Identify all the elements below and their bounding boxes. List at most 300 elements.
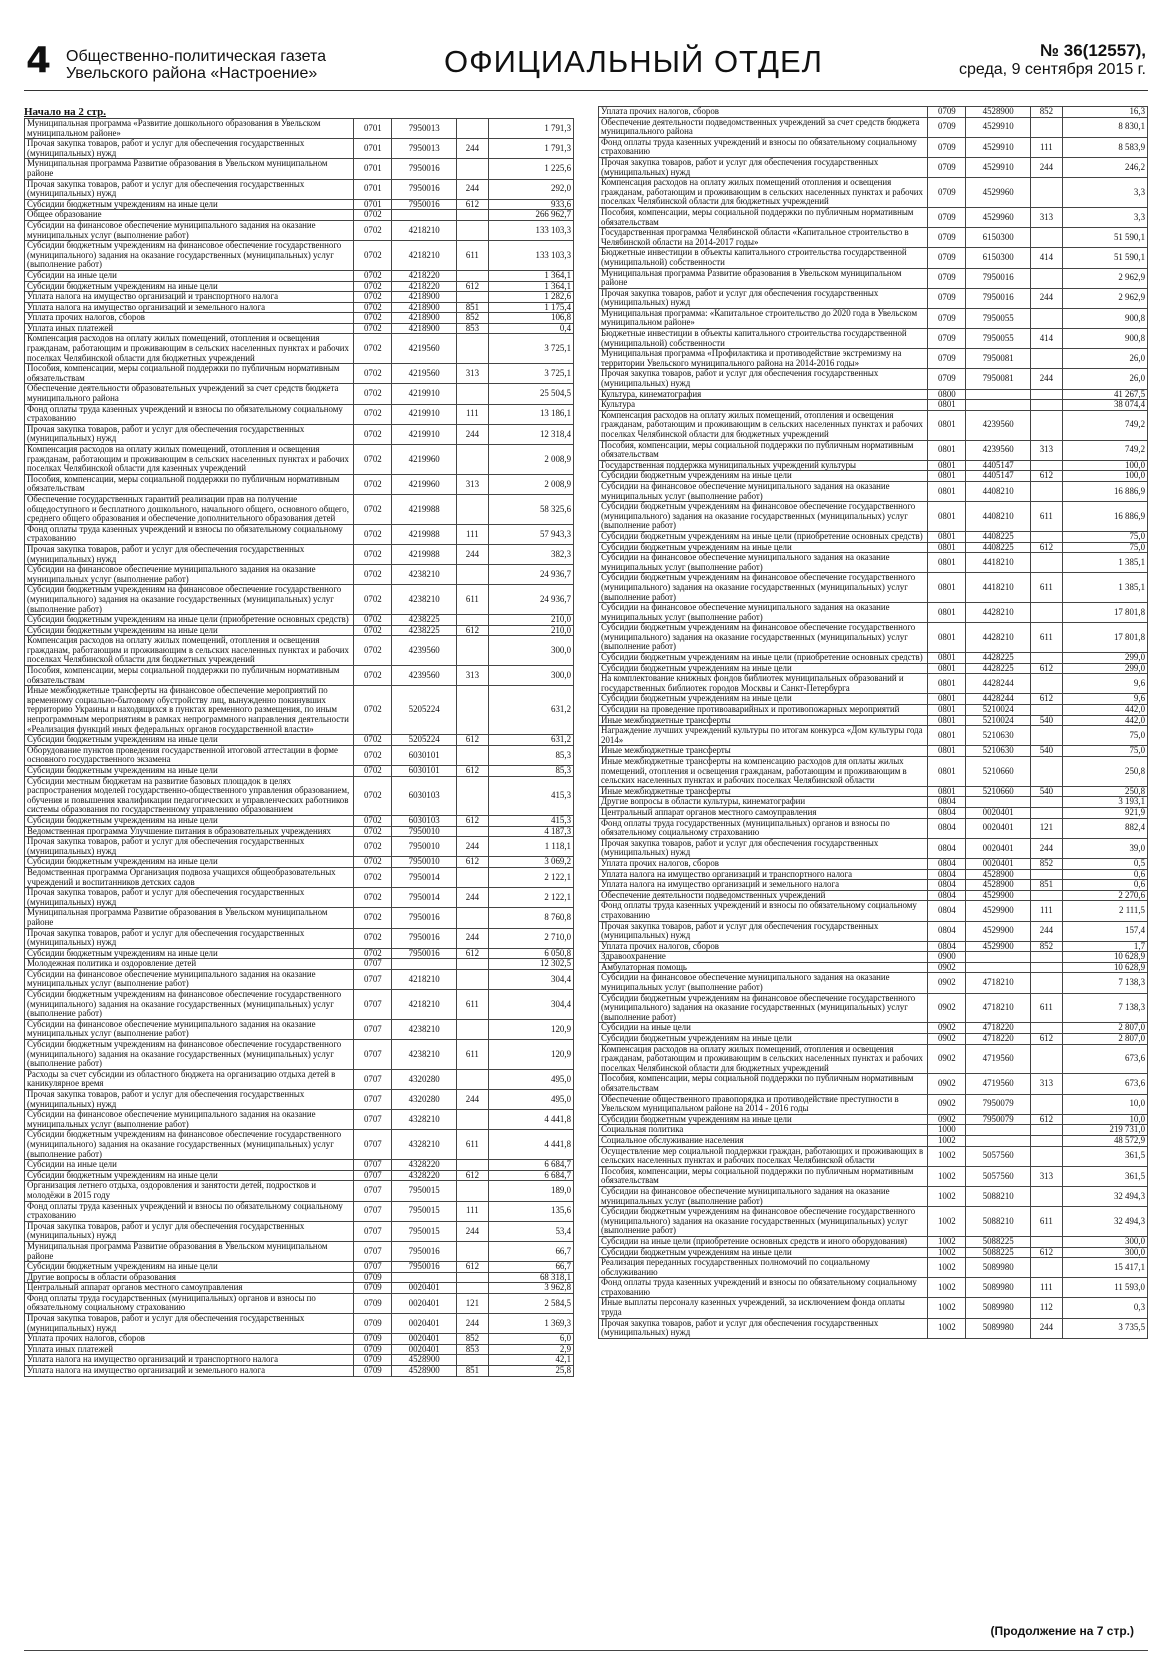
amount-cell: 3 193,1	[1062, 797, 1147, 808]
target-code-cell: 4218900	[392, 302, 457, 313]
section-code-cell: 0801	[928, 553, 966, 573]
expense-type-cell: 111	[456, 404, 488, 424]
target-code-cell: 4529910	[966, 137, 1031, 157]
target-code-cell: 4328210	[392, 1110, 457, 1130]
target-code-cell: 4218210	[392, 969, 457, 989]
expense-type-cell: 612	[456, 1170, 488, 1181]
table-row	[599, 157, 1148, 177]
expense-type-cell: 611	[456, 1040, 488, 1070]
section-code-cell: 0709	[928, 308, 966, 328]
item-name-cell: Уплата налога на имущество организаций и земельного налога	[599, 880, 928, 891]
expense-type-cell: 612	[456, 815, 488, 826]
table-row	[599, 746, 1148, 757]
target-code-cell: 4218900	[392, 292, 457, 303]
table-row	[25, 1181, 574, 1201]
amount-cell: 12 302,5	[488, 959, 573, 970]
amount-cell: 17 801,8	[1062, 603, 1147, 623]
item-name-cell: Субсидии на проведение противоаварийных и противопожарных мероприятий	[599, 705, 928, 716]
amount-cell: 10 628,9	[1062, 952, 1147, 963]
target-code-cell: 7950010	[392, 857, 457, 868]
expense-type-cell	[456, 636, 488, 666]
expense-type-cell: 852	[1030, 941, 1062, 952]
newspaper-page	[24, 38, 1148, 1658]
target-code-cell: 4320280	[392, 1090, 457, 1110]
table-row	[599, 952, 1148, 963]
amount-cell: 1 385,1	[1062, 573, 1147, 603]
item-name-cell: Обеспечение деятельности подведомственных учреждений за счет средств бюджета муниципального района	[599, 117, 928, 137]
table-row	[599, 623, 1148, 653]
amount-cell: 442,0	[1062, 705, 1147, 716]
item-name-cell: Муниципальная программа Развитие образования в Увельском муниципальном районе	[25, 908, 354, 928]
item-name-cell: Фонд оплаты труда казенных учреждений и взносы по обязательному социальному страхованию	[599, 1278, 928, 1298]
target-code-cell: 4428244	[966, 694, 1031, 705]
item-name-cell: Иные межбюджетные трансферты	[599, 746, 928, 757]
target-code-cell: 4529900	[966, 921, 1031, 941]
target-code-cell: 7950016	[392, 199, 457, 210]
item-name-cell: Субсидии на финансовое обеспечение муниципального задания на оказание муниципальных услуг (выполнение работ)	[599, 553, 928, 573]
item-name-cell: Субсидии на иные цели	[599, 1023, 928, 1034]
item-name-cell: Компенсация расходов на оплату жилых помещений, отопления и освещения гражданам, работающим и проживающим в сельских населенных пунктах и рабочих поселках Челябинской области для бюджетных учреждений	[25, 636, 354, 666]
section-code-cell: 0804	[928, 838, 966, 858]
item-name-cell: Муниципальная программа «Профилактика и противодействие экстремизму на территории Увельского муниципального района на 2014-2016 годы»	[599, 349, 928, 369]
item-name-cell: Субсидии бюджетным учреждениям на иные цели (приобретение основных средств)	[25, 615, 354, 626]
item-name-cell: Субсидии бюджетным учреждениям на иные цели	[25, 281, 354, 292]
target-code-cell: 4218220	[392, 270, 457, 281]
table-row	[599, 1298, 1148, 1318]
table-row	[25, 908, 574, 928]
amount-cell: 8 583,9	[1062, 137, 1147, 157]
section-code-cell: 0701	[354, 199, 392, 210]
item-name-cell: Компенсация расходов на оплату жилых помещений отопления и освещения гражданам, работающим и проживающим в сельских населенных пунктах и рабочих поселках Челябинской области для бюджетных учреждений	[599, 178, 928, 208]
amount-cell: 189,0	[488, 1181, 573, 1201]
section-code-cell: 0709	[928, 137, 966, 157]
section-code-cell: 0702	[354, 565, 392, 585]
amount-cell: 631,2	[488, 686, 573, 735]
amount-cell: 2 122,1	[488, 867, 573, 887]
table-row	[599, 818, 1148, 838]
amount-cell: 1 369,3	[488, 1314, 573, 1334]
table-row	[25, 1366, 574, 1377]
section-code-cell: 0702	[354, 948, 392, 959]
table-row	[25, 928, 574, 948]
table-row	[25, 1110, 574, 1130]
amount-cell: 2 807,0	[1062, 1023, 1147, 1034]
amount-cell: 933,6	[488, 199, 573, 210]
table-row	[25, 210, 574, 221]
target-code-cell: 5088210	[966, 1207, 1031, 1237]
expense-type-cell	[456, 159, 488, 179]
item-name-cell: Пособия, компенсации, меры социальной поддержки по публичным нормативным обязательствам	[599, 440, 928, 460]
target-code-cell: 4529960	[966, 178, 1031, 208]
target-code-cell: 4239560	[966, 440, 1031, 460]
amount-cell: 13 186,1	[488, 404, 573, 424]
item-name-cell: Субсидии бюджетным учреждениям на иные цели	[25, 1262, 354, 1273]
expense-type-cell: 313	[1030, 207, 1062, 227]
section-code-cell: 0804	[928, 858, 966, 869]
target-code-cell	[966, 400, 1031, 411]
amount-cell: 48 572,9	[1062, 1135, 1147, 1146]
table-row	[25, 199, 574, 210]
expense-type-cell	[1030, 1125, 1062, 1136]
expense-type-cell	[1030, 726, 1062, 746]
table-row	[599, 1034, 1148, 1045]
amount-cell: 495,0	[488, 1090, 573, 1110]
amount-cell: 26,0	[1062, 369, 1147, 389]
expense-type-cell	[1030, 400, 1062, 411]
target-code-cell: 4528900	[392, 1355, 457, 1366]
item-name-cell: Фонд оплаты труда казенных учреждений и взносы по обязательному социальному страхованию	[25, 524, 354, 544]
table-row	[599, 603, 1148, 623]
page-header	[24, 38, 1148, 91]
amount-cell: 26,0	[1062, 349, 1147, 369]
item-name-cell: Субсидии бюджетным учреждениям на финансовое обеспечение государственного (муниципального) задания на оказание государственных (муниципальных) услуг (выполнение работ)	[599, 993, 928, 1023]
amount-cell: 1 225,6	[488, 159, 573, 179]
expense-type-cell	[1030, 797, 1062, 808]
section-code-cell: 0707	[354, 959, 392, 970]
section-code-cell: 0702	[354, 292, 392, 303]
item-name-cell: Прочая закупка товаров, работ и услуг для обеспечения государственных (муниципальных) нужд	[25, 928, 354, 948]
amount-cell: 415,3	[488, 815, 573, 826]
expense-type-cell: 612	[1030, 542, 1062, 553]
table-row	[25, 220, 574, 240]
table-row	[599, 137, 1148, 157]
section-code-cell: 0702	[354, 766, 392, 777]
item-name-cell: Субсидии бюджетным учреждениям на иные цели	[599, 1114, 928, 1125]
table-row	[25, 179, 574, 199]
expense-type-cell	[1030, 308, 1062, 328]
section-code-cell: 0702	[354, 384, 392, 404]
target-code-cell: 4529960	[966, 207, 1031, 227]
target-code-cell: 5089980	[966, 1318, 1031, 1338]
amount-cell: 11 593,0	[1062, 1278, 1147, 1298]
expense-type-cell	[1030, 268, 1062, 288]
target-code-cell: 6030103	[392, 815, 457, 826]
target-code-cell: 4718210	[966, 973, 1031, 993]
amount-cell: 4 187,3	[488, 826, 573, 837]
section-code-cell: 0701	[354, 159, 392, 179]
item-name-cell: Субсидии на финансовое обеспечение муниципального задания на оказание муниципальных услуг (выполнение работ)	[25, 220, 354, 240]
table-row	[25, 776, 574, 815]
target-code-cell: 7950016	[966, 288, 1031, 308]
section-code-cell: 0804	[928, 818, 966, 838]
section-code-cell: 0702	[354, 776, 392, 815]
section-code-cell: 0702	[354, 544, 392, 564]
target-code-cell: 4718210	[966, 993, 1031, 1023]
section-code-cell: 0709	[354, 1334, 392, 1345]
expense-type-cell	[456, 1160, 488, 1171]
item-name-cell: Уплата прочих налогов, сборов	[599, 107, 928, 118]
table-row	[599, 1094, 1148, 1114]
table-row	[599, 1114, 1148, 1125]
expense-type-cell	[1030, 757, 1062, 787]
amount-cell: 299,0	[1062, 653, 1147, 664]
table-row	[599, 329, 1148, 349]
table-row	[25, 364, 574, 384]
amount-cell: 75,0	[1062, 531, 1147, 542]
table-row	[599, 715, 1148, 726]
item-name-cell: Прочая закупка товаров, работ и услуг для обеспечения государственных (муниципальных) нужд	[599, 288, 928, 308]
item-name-cell: Общее образование	[25, 210, 354, 221]
section-code-cell: 0702	[354, 210, 392, 221]
item-name-cell: Субсидии бюджетным учреждениям на иные цели	[599, 1247, 928, 1258]
table-row	[25, 625, 574, 636]
amount-cell: 16,3	[1062, 107, 1147, 118]
target-code-cell: 4428225	[966, 663, 1031, 674]
table-row	[25, 292, 574, 303]
table-row	[599, 1278, 1148, 1298]
target-code-cell: 4428210	[966, 623, 1031, 653]
table-row	[599, 1074, 1148, 1094]
expense-type-cell: 611	[1030, 573, 1062, 603]
amount-cell: 6 684,7	[488, 1170, 573, 1181]
expense-type-cell: 612	[456, 1262, 488, 1273]
table-row	[25, 565, 574, 585]
target-code-cell: 4218220	[392, 281, 457, 292]
item-name-cell: Прочая закупка товаров, работ и услуг для обеспечения государственных (муниципальных) нужд	[599, 369, 928, 389]
item-name-cell: Бюджетные инвестиции в объекты капитального строительства государственной (муниципальной) собственности	[599, 329, 928, 349]
amount-cell: 85,3	[488, 745, 573, 765]
table-row	[25, 384, 574, 404]
section-code-cell: 0902	[928, 1094, 966, 1114]
expense-type-cell	[1030, 117, 1062, 137]
section-code-cell: 0801	[928, 694, 966, 705]
amount-cell: 673,6	[1062, 1074, 1147, 1094]
amount-cell: 250,8	[1062, 757, 1147, 787]
amount-cell: 1 385,1	[1062, 553, 1147, 573]
table-row	[25, 1170, 574, 1181]
item-name-cell: Бюджетные инвестиции в объекты капитального строительства государственной (муниципальной) собственности	[599, 248, 928, 268]
expense-type-cell	[456, 908, 488, 928]
expense-type-cell	[1030, 1044, 1062, 1074]
amount-cell: 100,0	[1062, 460, 1147, 471]
section-code-cell: 0709	[354, 1314, 392, 1334]
table-row	[599, 502, 1148, 532]
amount-cell: 68 318,1	[488, 1272, 573, 1283]
table-row	[599, 901, 1148, 921]
amount-cell: 9,6	[1062, 674, 1147, 694]
expense-type-cell: 611	[456, 1130, 488, 1160]
item-name-cell: Социальное обслуживание населения	[599, 1135, 928, 1146]
table-row	[599, 178, 1148, 208]
section-code-cell: 0801	[928, 400, 966, 411]
expense-type-cell: 112	[1030, 1298, 1062, 1318]
section-code-cell: 0902	[928, 1074, 966, 1094]
target-code-cell: 0020401	[392, 1344, 457, 1355]
section-code-cell: 0702	[354, 424, 392, 444]
amount-cell: 2 008,9	[488, 474, 573, 494]
section-code-cell: 0702	[354, 928, 392, 948]
budget-table-left	[24, 118, 574, 1377]
table-row	[25, 1262, 574, 1273]
target-code-cell: 4408210	[966, 502, 1031, 532]
section-code-cell: 0709	[928, 329, 966, 349]
item-name-cell: Прочая закупка товаров, работ и услуг для обеспечения государственных (муниципальных) нужд	[25, 139, 354, 159]
item-name-cell: Субсидии бюджетным учреждениям на иные цели	[599, 694, 928, 705]
expense-type-cell	[456, 119, 488, 139]
table-row	[599, 400, 1148, 411]
section-code-cell: 0707	[354, 1019, 392, 1039]
table-row	[599, 1186, 1148, 1206]
item-name-cell: Субсидии местным бюджетам на развитие базовых площадок в целях распространения моделей государственно-общественного управления образованием, обучения и повышения квалификации педагогических и управленческих работников системы образования по государственному управлению образованием	[25, 776, 354, 815]
section-code-cell: 1002	[928, 1278, 966, 1298]
table-row	[599, 288, 1148, 308]
expense-type-cell	[1030, 1186, 1062, 1206]
continued-from: Начало на 2 стр.	[24, 106, 106, 118]
expense-type-cell	[456, 959, 488, 970]
section-code-cell: 0804	[928, 807, 966, 818]
target-code-cell: 4528900	[966, 107, 1031, 118]
expense-type-cell	[1030, 952, 1062, 963]
expense-type-cell: 244	[1030, 369, 1062, 389]
amount-cell: 900,8	[1062, 329, 1147, 349]
table-row	[25, 302, 574, 313]
table-row	[25, 1293, 574, 1313]
section-code-cell: 1002	[928, 1186, 966, 1206]
target-code-cell: 6150300	[966, 228, 1031, 248]
item-name-cell: Центральный аппарат органов местного самоуправления	[25, 1283, 354, 1294]
item-name-cell: Субсидии бюджетным учреждениям на финансовое обеспечение государственного (муниципального) задания на оказание государственных (муниципальных) услуг (выполнение работ)	[25, 1040, 354, 1070]
expense-type-cell	[1030, 349, 1062, 369]
page-number: 4	[26, 40, 52, 81]
section-code-cell: 0804	[928, 941, 966, 952]
amount-cell: 106,8	[488, 313, 573, 324]
expense-type-cell: 852	[1030, 858, 1062, 869]
table-row	[599, 880, 1148, 891]
amount-cell: 361,5	[1062, 1166, 1147, 1186]
expense-type-cell: 121	[456, 1293, 488, 1313]
budget-table-right	[598, 106, 1148, 1339]
target-code-cell: 4218210	[392, 241, 457, 271]
section-code-cell: 0709	[928, 157, 966, 177]
expense-type-cell: 611	[456, 990, 488, 1020]
table-row	[599, 471, 1148, 482]
target-code-cell: 4418210	[966, 553, 1031, 573]
amount-cell: 75,0	[1062, 542, 1147, 553]
section-code-cell: 0707	[354, 1110, 392, 1130]
amount-cell: 3 962,8	[488, 1283, 573, 1294]
expense-type-cell	[456, 867, 488, 887]
expense-type-cell: 540	[1030, 715, 1062, 726]
amount-cell: 133 103,3	[488, 241, 573, 271]
target-code-cell: 5089980	[966, 1298, 1031, 1318]
expense-type-cell: 244	[1030, 157, 1062, 177]
newspaper-name-line1: Общественно-политическая газета	[66, 48, 327, 65]
newspaper-name-line2: Увельского района «Настроение»	[66, 65, 318, 82]
table-row	[599, 993, 1148, 1023]
section-code-cell: 0801	[928, 746, 966, 757]
expense-type-cell: 244	[456, 928, 488, 948]
expense-type-cell: 244	[456, 1090, 488, 1110]
item-name-cell: Субсидии на финансовое обеспечение муниципального задания на оказание муниципальных услуг (выполнение работ)	[25, 1019, 354, 1039]
table-row	[599, 726, 1148, 746]
section-code-cell: 0801	[928, 410, 966, 440]
item-name-cell: Уплата налога на имущество организаций и транспортного налога	[25, 292, 354, 303]
target-code-cell: 7950016	[392, 1241, 457, 1261]
amount-cell: 382,3	[488, 544, 573, 564]
amount-cell: 442,0	[1062, 715, 1147, 726]
section-code-cell: 0707	[354, 1090, 392, 1110]
expense-type-cell: 111	[1030, 137, 1062, 157]
expense-type-cell	[1030, 962, 1062, 973]
amount-cell: 415,3	[488, 776, 573, 815]
amount-cell: 749,2	[1062, 440, 1147, 460]
table-row	[25, 334, 574, 364]
section-code-cell: 1002	[928, 1298, 966, 1318]
target-code-cell: 7950015	[392, 1181, 457, 1201]
amount-cell: 2 122,1	[488, 888, 573, 908]
amount-cell: 75,0	[1062, 746, 1147, 757]
section-code-cell: 0707	[354, 1262, 392, 1273]
target-code-cell: 5089980	[966, 1278, 1031, 1298]
expense-type-cell	[456, 1283, 488, 1294]
section-code-cell: 0707	[354, 1040, 392, 1070]
section-code-cell: 0701	[354, 119, 392, 139]
table-row	[599, 1125, 1148, 1136]
item-name-cell: Культура, кинематография	[599, 389, 928, 400]
expense-type-cell: 313	[1030, 1166, 1062, 1186]
table-row	[599, 694, 1148, 705]
table-row	[25, 948, 574, 959]
item-name-cell: Центральный аппарат органов местного самоуправления	[599, 807, 928, 818]
table-row	[25, 524, 574, 544]
section-code-cell: 0709	[354, 1283, 392, 1294]
expense-type-cell: 414	[1030, 248, 1062, 268]
target-code-cell: 7950016	[392, 928, 457, 948]
section-code-cell: 0801	[928, 531, 966, 542]
expense-type-cell: 414	[1030, 329, 1062, 349]
section-code-cell: 0702	[354, 302, 392, 313]
amount-cell: 495,0	[488, 1069, 573, 1089]
expense-type-cell	[456, 969, 488, 989]
target-code-cell: 7950013	[392, 139, 457, 159]
item-name-cell: Субсидии на иные цели (приобретение основных средств и иного оборудования)	[599, 1236, 928, 1247]
target-code-cell: 4418210	[966, 573, 1031, 603]
amount-cell: 631,2	[488, 735, 573, 746]
amount-cell: 6,0	[488, 1334, 573, 1345]
amount-cell: 1,7	[1062, 941, 1147, 952]
target-code-cell: 4428244	[966, 674, 1031, 694]
target-code-cell: 7950016	[392, 908, 457, 928]
amount-cell: 8 830,1	[1062, 117, 1147, 137]
table-row	[599, 440, 1148, 460]
section-code-cell: 0702	[354, 735, 392, 746]
table-row	[599, 542, 1148, 553]
amount-cell: 1 175,4	[488, 302, 573, 313]
amount-cell: 7 138,3	[1062, 973, 1147, 993]
item-name-cell: Уплата налога на имущество организаций и земельного налога	[25, 1366, 354, 1377]
expense-type-cell	[456, 615, 488, 626]
table-row	[599, 1146, 1148, 1166]
section-code-cell: 0707	[354, 1160, 392, 1171]
table-row	[25, 1160, 574, 1171]
table-row	[25, 1090, 574, 1110]
table-row	[599, 1023, 1148, 1034]
item-name-cell: Прочая закупка товаров, работ и услуг для обеспечения государственных (муниципальных) нужд	[25, 179, 354, 199]
expense-type-cell: 612	[456, 199, 488, 210]
expense-type-cell	[1030, 869, 1062, 880]
section-code-cell: 0702	[354, 625, 392, 636]
target-code-cell: 4719560	[966, 1074, 1031, 1094]
amount-cell: 75,0	[1062, 726, 1147, 746]
section-code-cell: 0702	[354, 241, 392, 271]
item-name-cell: Пособия, компенсации, меры социальной поддержки по публичным нормативным обязательствам	[599, 1074, 928, 1094]
table-row	[25, 857, 574, 868]
table-row	[25, 1040, 574, 1070]
section-code-cell: 0804	[928, 880, 966, 891]
section-code-cell: 0702	[354, 857, 392, 868]
target-code-cell: 7950016	[392, 159, 457, 179]
table-row	[599, 663, 1148, 674]
